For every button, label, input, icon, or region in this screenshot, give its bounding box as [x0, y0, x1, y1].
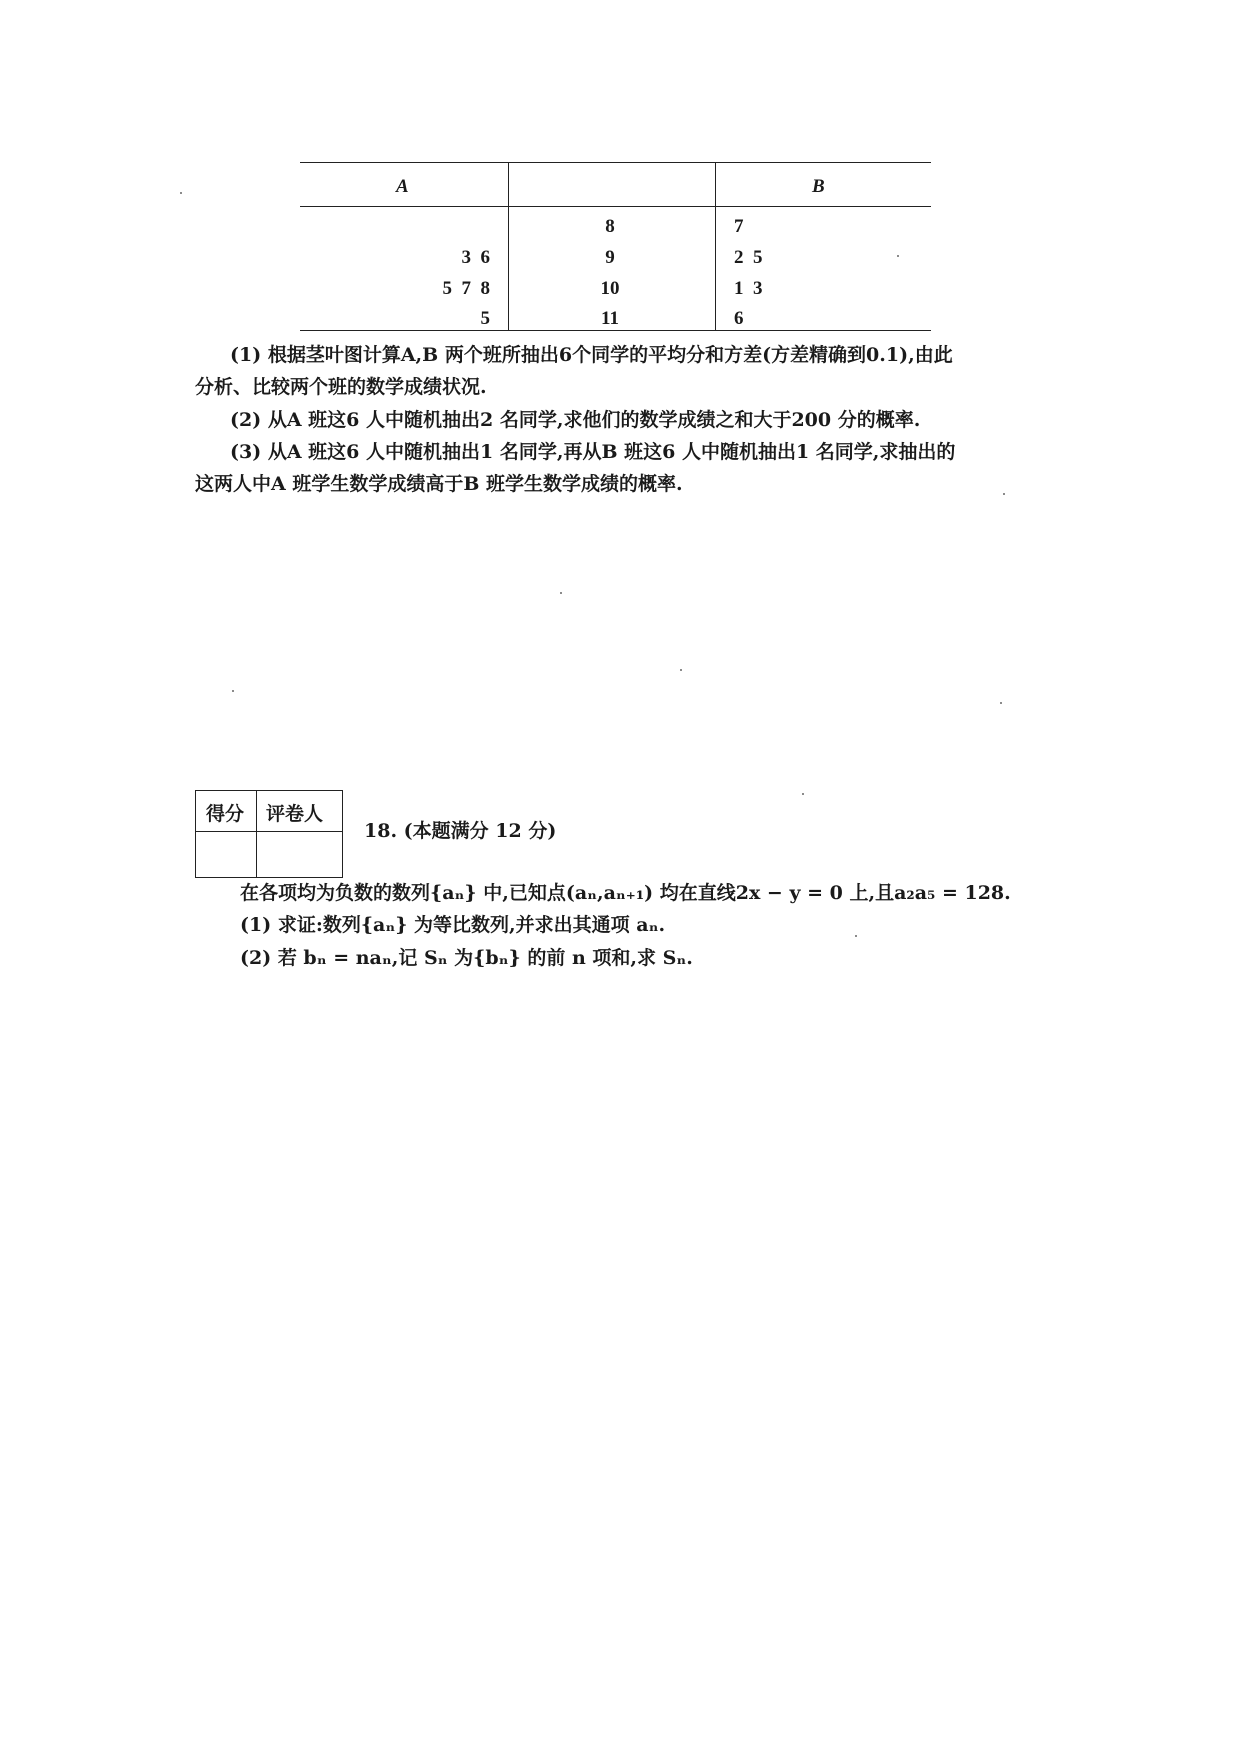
scan-speck	[802, 793, 804, 795]
q17-part1-line2: 分析、比较两个班的数学成绩状况.	[195, 376, 487, 398]
table-top-rule	[300, 162, 931, 163]
q18-part1: (1) 求证:数列{aₙ} 为等比数列,并求出其通项 aₙ.	[240, 914, 666, 936]
score-label: 得分	[206, 803, 245, 825]
grader-label: 评卷人	[266, 803, 324, 825]
header-class-a: A	[396, 176, 409, 197]
b-leaves-row-3: 1 3	[734, 278, 763, 299]
a-leaves-row-4: 5	[480, 308, 490, 329]
table-header-rule	[300, 206, 931, 207]
stem-row-1: 8	[605, 216, 615, 237]
scan-speck	[680, 669, 682, 671]
b-leaves-row-2: 2 5	[734, 247, 763, 268]
q17-part3-line2: 这两人中A 班学生数学成绩高于B 班学生数学成绩的概率.	[195, 473, 683, 495]
q17-part3-line1: (3) 从A 班这6 人中随机抽出1 名同学,再从B 班这6 人中随机抽出1 名同学,求抽出的	[230, 441, 956, 463]
table-bottom-rule	[300, 330, 931, 331]
scan-speck	[897, 255, 899, 257]
stem-row-4: 11	[601, 308, 619, 329]
stem-row-3: 10	[600, 278, 620, 299]
q18-title: 18. (本题满分 12 分)	[364, 820, 557, 842]
table-divider-left	[508, 162, 509, 330]
scan-speck	[180, 192, 182, 194]
b-leaves-row-4: 6	[734, 308, 744, 329]
b-leaves-row-1: 7	[734, 216, 744, 237]
stem-row-2: 9	[605, 247, 615, 268]
scan-speck	[560, 592, 562, 594]
scan-speck	[1003, 493, 1005, 495]
scan-speck	[232, 690, 234, 692]
header-class-b: B	[812, 176, 825, 197]
table-divider-right	[715, 162, 716, 330]
q17-part2: (2) 从A 班这6 人中随机抽出2 名同学,求他们的数学成绩之和大于200 分的概率.	[230, 409, 921, 431]
a-leaves-row-3: 5 7 8	[442, 278, 490, 299]
q17-part1-line1: (1) 根据茎叶图计算A,B 两个班所抽出6个同学的平均分和方差(方差精确到0.1),由此	[230, 344, 953, 366]
q18-part2: (2) 若 bₙ = naₙ,记 Sₙ 为{bₙ} 的前 n 项和,求 Sₙ.	[240, 947, 693, 969]
a-leaves-row-2: 3 6	[461, 247, 490, 268]
score-box	[195, 790, 343, 878]
q18-stem: 在各项均为负数的数列{aₙ} 中,已知点(aₙ,aₙ₊₁) 均在直线2x − y = 0 上,且a₂a₅ = 128.	[240, 882, 1011, 904]
scan-speck	[1000, 702, 1002, 704]
scan-speck	[855, 935, 857, 937]
